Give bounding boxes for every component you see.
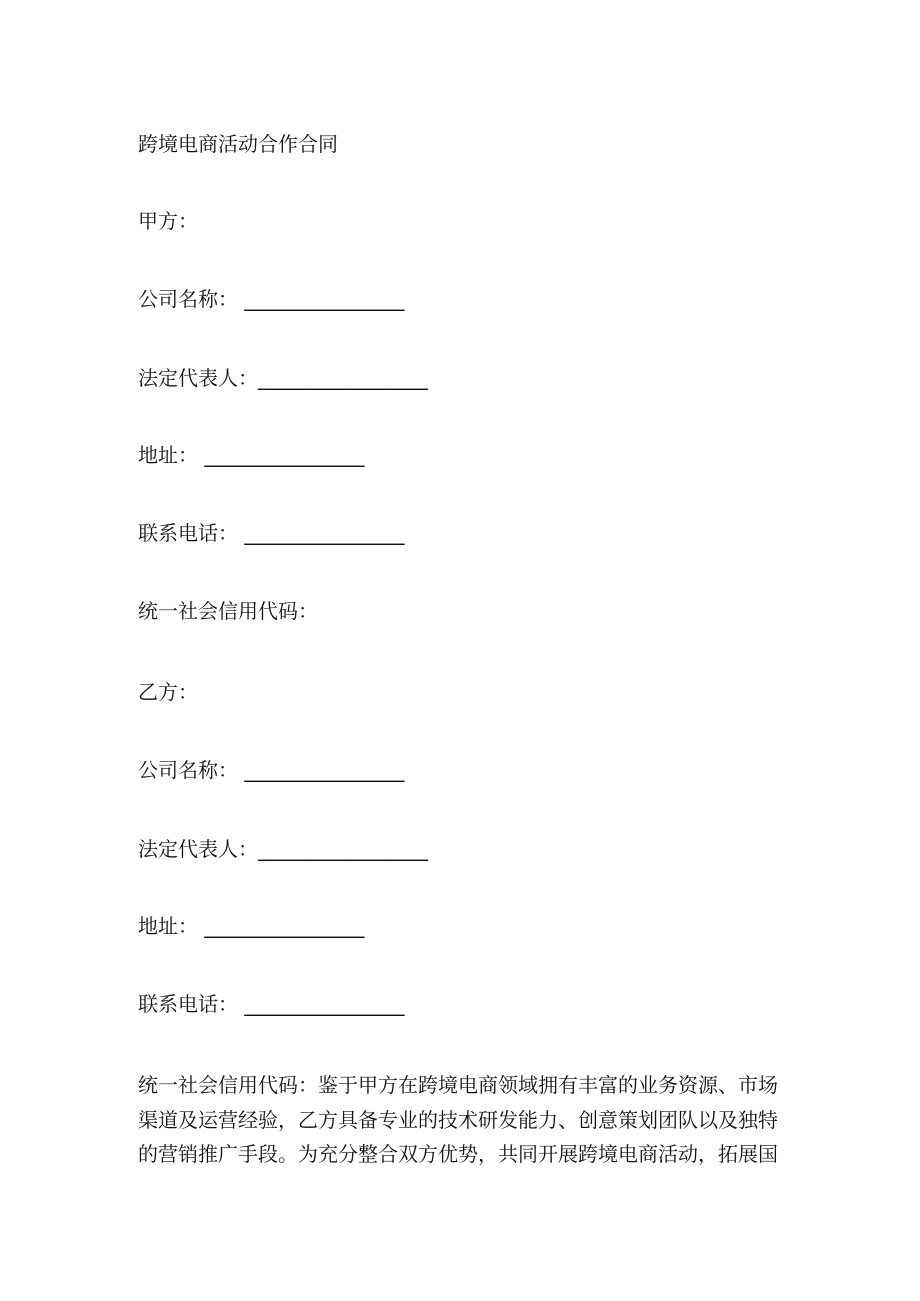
party-b-company-name: 公司名称： ________________ [138, 758, 405, 782]
party-b-heading: 乙方： [138, 680, 198, 704]
party-b-address: 地址： ________________ [138, 914, 365, 938]
party-a-heading: 甲方： [138, 209, 198, 233]
party-b-legal-rep: 法定代表人：_________________ [138, 837, 428, 861]
party-a-legal-rep: 法定代表人：_________________ [138, 366, 428, 390]
intro-paragraph [138, 1068, 788, 1172]
intro-line: 渠道及运营经验，乙方具备专业的技术研发能力、创意策划团队以及独特 [138, 1107, 778, 1132]
party-a-phone: 联系电话： ________________ [138, 521, 405, 545]
party-a-credit-code: 统一社会信用代码： [138, 599, 318, 623]
intro-line: 统一社会信用代码：鉴于甲方在跨境电商领域拥有丰富的业务资源、市场 [138, 1073, 778, 1097]
intro-line: 的营销推广手段。为充分整合双方优势，共同开展跨境电商活动，拓展国 [138, 1142, 778, 1166]
document-title: 跨境电商活动合作合同 [138, 132, 338, 156]
party-a-company-name: 公司名称： ________________ [138, 287, 405, 311]
party-a-address: 地址： ________________ [138, 443, 365, 467]
party-b-phone: 联系电话： ________________ [138, 992, 405, 1016]
